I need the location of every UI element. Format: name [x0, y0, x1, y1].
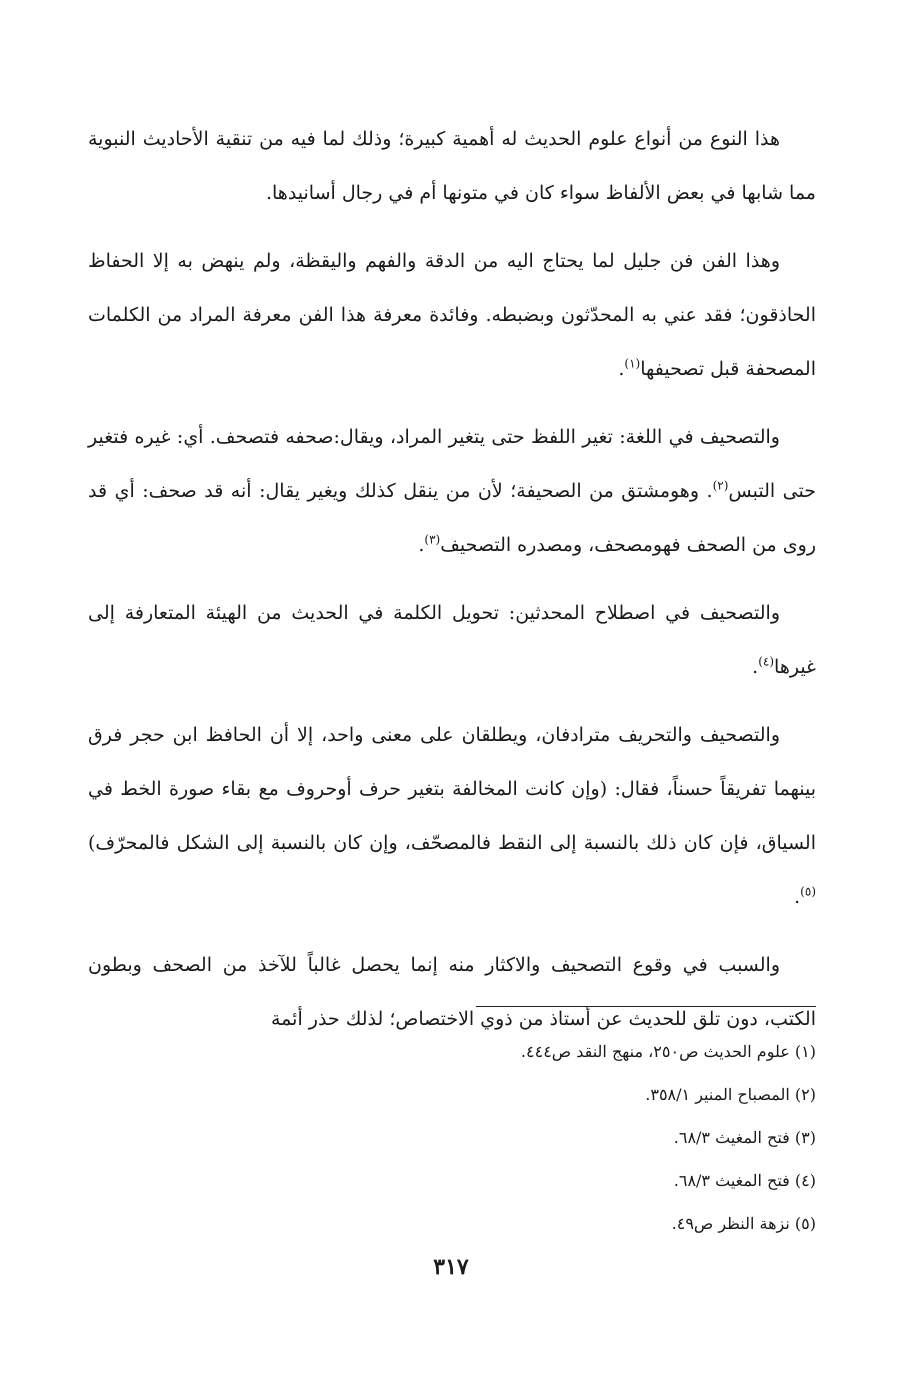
footnote-ref-3: (٣) [424, 532, 441, 547]
main-text [88, 112, 816, 1060]
footnote-2: (٢) المصباح المنير ٣٥٨/١. [645, 1085, 816, 1104]
paragraph-6-text: والسبب في وقوع التصحيف والاكثار منه إنما يحصل غالباً للآخذ من الصحف وبطون الكتب، دون تلق للحديث عن أستاذ من ذوي الاختصاص؛ لذلك حذر أئمة [88, 954, 816, 1030]
footnote-5: (٥) نزهة النظر ص٤٩. [671, 1214, 816, 1233]
footnotes [88, 1030, 816, 1245]
footnote-ref-1: (١) [624, 356, 641, 371]
footnote-3: (٣) فتح المغيث ٦٨/٣. [673, 1128, 816, 1147]
paragraph-2 [88, 234, 816, 396]
page-number: ٣١٧ [433, 1254, 469, 1280]
paragraph-5 [88, 708, 816, 924]
paragraph-5-tail: . [794, 886, 801, 908]
footnote-ref-2: (٢) [712, 478, 729, 493]
paragraph-4-text: والتصحيف في اصطلاح المحدثين: تحويل الكلمة في الحديث من الهيئة المتعارفة إلى غيرها [88, 602, 816, 678]
paragraph-4-tail: . [752, 656, 759, 678]
paragraph-3-text: والتصحيف في اللغة: تغير اللفظ حتى يتغير المراد، ويقال:صحفه فتصحف. أي: غيره فتغير حتى التبس [88, 426, 816, 502]
footnote-1: (١) علوم الحديث ص٢٥٠، منهج النقد ص٤٤٤. [520, 1042, 816, 1061]
paragraph-3-tail: . وهومشتق من الصحيفة؛ لأن من ينقل كذلك ويغير يقال: أنه قد صحف: أي قد روى من الصحف فهومصحف، ومصدره التصحيف [88, 480, 816, 556]
footnote-divider [476, 1006, 816, 1007]
footnote-ref-5: (٥) [800, 884, 816, 899]
paragraph-3-tail2: . [418, 534, 425, 556]
paragraph-1-text: هذا النوع من أنواع علوم الحديث له أهمية كبيرة؛ وذلك لما فيه من تنقية الأحاديث النبوية مما شابها في بعض الألفاظ سواء كان في متونها أم في رجال أسانيدها. [88, 128, 816, 204]
footnote-4: (٤) فتح المغيث ٦٨/٣. [673, 1171, 816, 1190]
paragraph-5-text: والتصحيف والتحريف مترادفان، ويطلقان على معنى واحد، إلا أن الحافظ ابن حجر فرق بينهما تفريقاً حسناً، فقال: (وإن كانت المخالفة بتغير حرف أوحروف مع بقاء صورة الخط في السياق، فإن كان ذلك بالنسبة إلى النقط فالمصحّف، وإن كان بالنسبة إلى الشكل فالمحرّف) [88, 724, 816, 854]
footnote-ref-4: (٤) [758, 654, 775, 669]
paragraph-2-text: وهذا الفن فن جليل لما يحتاج اليه من الدقة والفهم واليقظة، ولم ينهض به إلا الحفاظ الحاذقون؛ فقد عني به المحدّثون وبضبطه. وفائدة معرفة هذا الفن معرفة المراد من الكلمات المصحفة قبل تصحيفها [88, 250, 816, 380]
paragraph-1 [88, 112, 816, 220]
paragraph-3 [88, 410, 816, 572]
paragraph-4 [88, 586, 816, 694]
paragraph-2-tail: . [618, 358, 625, 380]
